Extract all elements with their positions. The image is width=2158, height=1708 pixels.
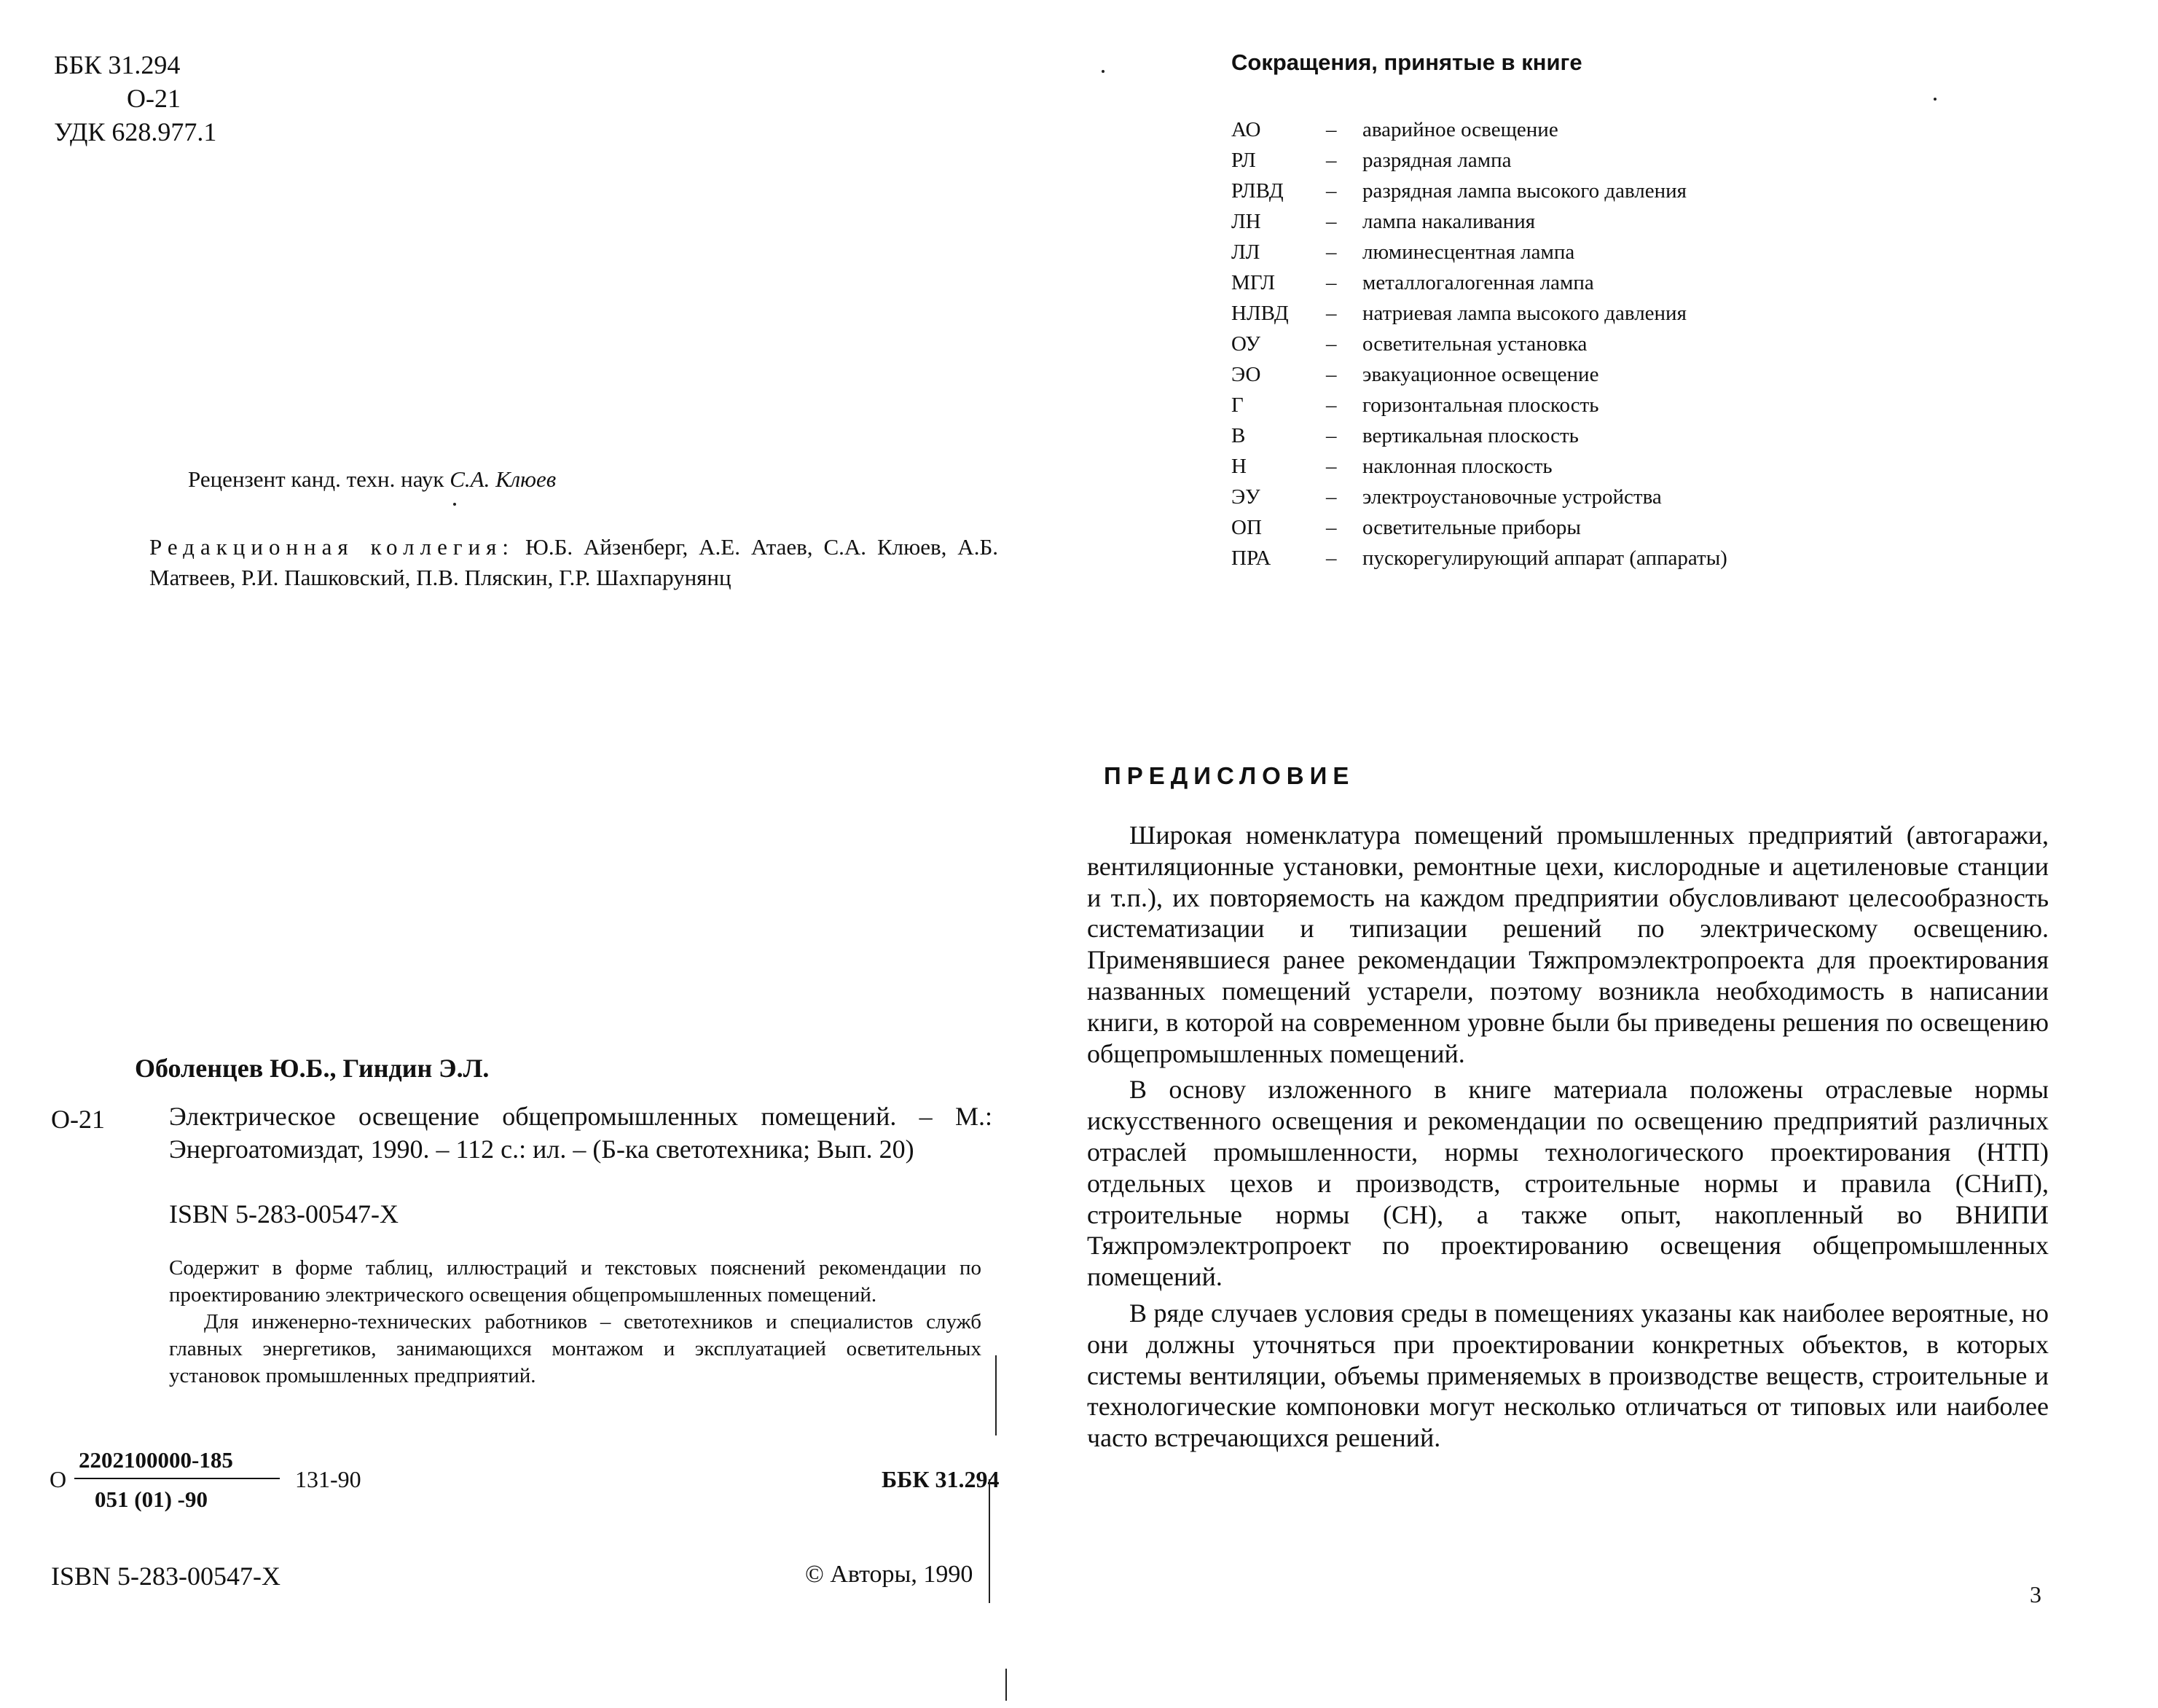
- abbr-dash: –: [1326, 455, 1337, 478]
- abbr-definition: разрядная лампа высокого давления: [1362, 179, 1687, 203]
- copyright-notice: © Авторы, 1990: [805, 1561, 973, 1588]
- abbr-dash: –: [1326, 149, 1337, 172]
- abbr-code: ОУ: [1231, 332, 1260, 356]
- fraction-numerator: 2202100000-185: [79, 1447, 233, 1473]
- abbr-code: Н: [1231, 455, 1247, 478]
- abbr-definition: горизонтальная плоскость: [1362, 393, 1599, 417]
- reviewer-prefix: Рецензент канд. техн. наук: [188, 466, 450, 492]
- abbr-code: РЛ: [1231, 149, 1256, 172]
- scan-artifact-line: [995, 1355, 997, 1435]
- abbr-definition: лампа накаливания: [1362, 210, 1536, 233]
- abbr-dash: –: [1326, 393, 1337, 417]
- abbr-definition: аварийное освещение: [1362, 118, 1558, 141]
- fraction-denominator: 051 (01) -90: [95, 1486, 208, 1512]
- abbr-definition: люминесцентная лампа: [1362, 240, 1575, 264]
- book-authors: Оболенцев Ю.Б., Гиндин Э.Л.: [135, 1054, 490, 1083]
- preface-paragraph: В основу изложенного в книге материала положены отраслевые нормы искусственного освещения и рекомендации по освещению предприятий различных отраслей промышленности, нормы технологического проектирования (НТП) отдельных цехов и производств, строительные нормы и правила (СНиП), строительные нормы (СН), а также опыт, накопленный во ВНИПИ Тяжпромэлектропроект по проектированию освещения общепромышленных помещений.: [1087, 1075, 2049, 1292]
- isbn-entry: ISBN 5-283-00547-X: [169, 1199, 399, 1229]
- speck-mark: [1934, 98, 1937, 101]
- abbr-code: МГЛ: [1231, 271, 1276, 294]
- bbk-code: ББК 31.294: [54, 50, 181, 79]
- classification-block: [54, 48, 216, 149]
- abbr-dash: –: [1326, 547, 1337, 570]
- abbr-dash: –: [1326, 210, 1337, 233]
- abbr-dash: –: [1326, 118, 1337, 141]
- fraction-suffix: 131-90: [295, 1466, 361, 1492]
- bibliographic-entry: Электрическое освещение общепромышленных помещений. – М.: Энергоатомиздат, 1990. – 112 с.: ил. – (Б-ка светотехника; Вып. 20): [169, 1102, 992, 1164]
- abbr-code: ЛЛ: [1231, 240, 1260, 264]
- abbr-dash: –: [1326, 271, 1337, 294]
- editorial-board-label: Редакционная коллегия:: [149, 534, 515, 560]
- abbr-dash: –: [1326, 485, 1337, 509]
- fraction-bar: [74, 1478, 280, 1479]
- abbr-code: ЭУ: [1231, 485, 1260, 509]
- abbr-dash: –: [1326, 302, 1337, 325]
- abbr-code: НЛВД: [1231, 302, 1289, 325]
- abbr-dash: –: [1326, 179, 1337, 203]
- abbr-definition: осветительные приборы: [1362, 516, 1581, 539]
- isbn-bottom: ISBN 5-283-00547-X: [51, 1562, 280, 1591]
- preface-paragraph: Широкая номенклатура помещений промышленных предприятий (автогаражи, вентиляционные установки, ремонтные цехи, кислородные и ацетиленовые станции и т.п.), их повторяемость на каждом предприятии обусловливают целесообразность систематизации и типизации решений по электрическому освещению. Применявшиеся ранее рекомендации Тяжпромэлектропроекта для проектирования названных помещений устарели, поэтому возникла необходимость в написании книги, в которой на современном уровне были бы приведены решения по освещению общепромышленных помещений.: [1087, 820, 2049, 1068]
- editorial-board-members: Ю.Б. Айзенберг, А.Е. Атаев, С.А. Клюев, А.Б. Матвеев, Р.И. Пашковский, П.В. Пляскин, Г.Р. Шахпарунянц: [149, 534, 998, 590]
- abbr-dash: –: [1326, 332, 1337, 356]
- abbr-code: ЭО: [1231, 363, 1261, 386]
- editorial-board: [149, 532, 998, 593]
- abbr-dash: –: [1326, 363, 1337, 386]
- preface-paragraph: В ряде случаев условия среды в помещениях указаны как наиболее вероятные, но они должны уточняться при проектировании конкретных объектов, в которых системы вентиляции, объемы применяемых в производстве веществ, строительные и технологические компоновки могут несколько отличаться от типовых или наиболее часто встречающихся решений.: [1087, 1298, 2049, 1453]
- abbr-definition: электроустановочные устройства: [1362, 485, 1662, 509]
- abbr-definition: металлогалогенная лампа: [1362, 271, 1594, 294]
- abbr-definition: осветительная установка: [1362, 332, 1588, 356]
- annotation: [169, 1255, 981, 1390]
- reviewer-name: С.А. Клюев: [450, 466, 557, 492]
- author-mark: О-21: [127, 84, 181, 113]
- abbr-definition: эвакуационное освещение: [1362, 363, 1599, 386]
- annotation-paragraph: Содержит в форме таблиц, иллюстраций и текстовых пояснений рекомендации по проектированию электрического освещения общепромышленных помещений.: [169, 1256, 981, 1307]
- udk-code: УДК 628.977.1: [54, 117, 217, 146]
- abbr-definition: вертикальная плоскость: [1362, 424, 1579, 447]
- abbr-code: АО: [1231, 118, 1261, 141]
- abbr-definition: натриевая лампа высокого давления: [1362, 302, 1687, 325]
- abbr-definition: разрядная лампа: [1362, 149, 1512, 172]
- page-number: 3: [2030, 1581, 2041, 1607]
- scan-artifact-line: [989, 1479, 990, 1603]
- speck-mark: [453, 503, 456, 506]
- catalog-code: О-21: [51, 1105, 105, 1134]
- abbr-code: В: [1231, 424, 1246, 447]
- abbreviations-heading: Сокращения, принятые в книге: [1231, 50, 1582, 75]
- speck-mark: [1102, 70, 1104, 73]
- abbr-code: Г: [1231, 393, 1244, 417]
- abbr-dash: –: [1326, 516, 1337, 539]
- abbr-dash: –: [1326, 240, 1337, 264]
- abbr-definition: пускорегулирующий аппарат (аппараты): [1362, 547, 1727, 570]
- preface-body: [1087, 820, 2049, 1459]
- preface-heading: ПРЕДИСЛОВИЕ: [1104, 762, 1355, 789]
- abbr-code: ПРА: [1231, 547, 1271, 570]
- abbr-code: ЛН: [1231, 210, 1261, 233]
- fraction-prefix: О: [50, 1466, 67, 1492]
- scan-artifact-line: [1005, 1669, 1007, 1701]
- reviewer-line: [188, 466, 556, 493]
- abbr-code: РЛВД: [1231, 179, 1284, 203]
- bbk-bottom: ББК 31.294: [882, 1466, 1000, 1492]
- abbr-dash: –: [1326, 424, 1337, 447]
- abbr-code: ОП: [1231, 516, 1262, 539]
- annotation-paragraph: Для инженерно-технических работников – светотехников и специалистов служб главных энергетиков, занимающихся монтажом и эксплуатацией осветительных установок промышленных предприятий.: [169, 1310, 981, 1387]
- abbr-definition: наклонная плоскость: [1362, 455, 1553, 478]
